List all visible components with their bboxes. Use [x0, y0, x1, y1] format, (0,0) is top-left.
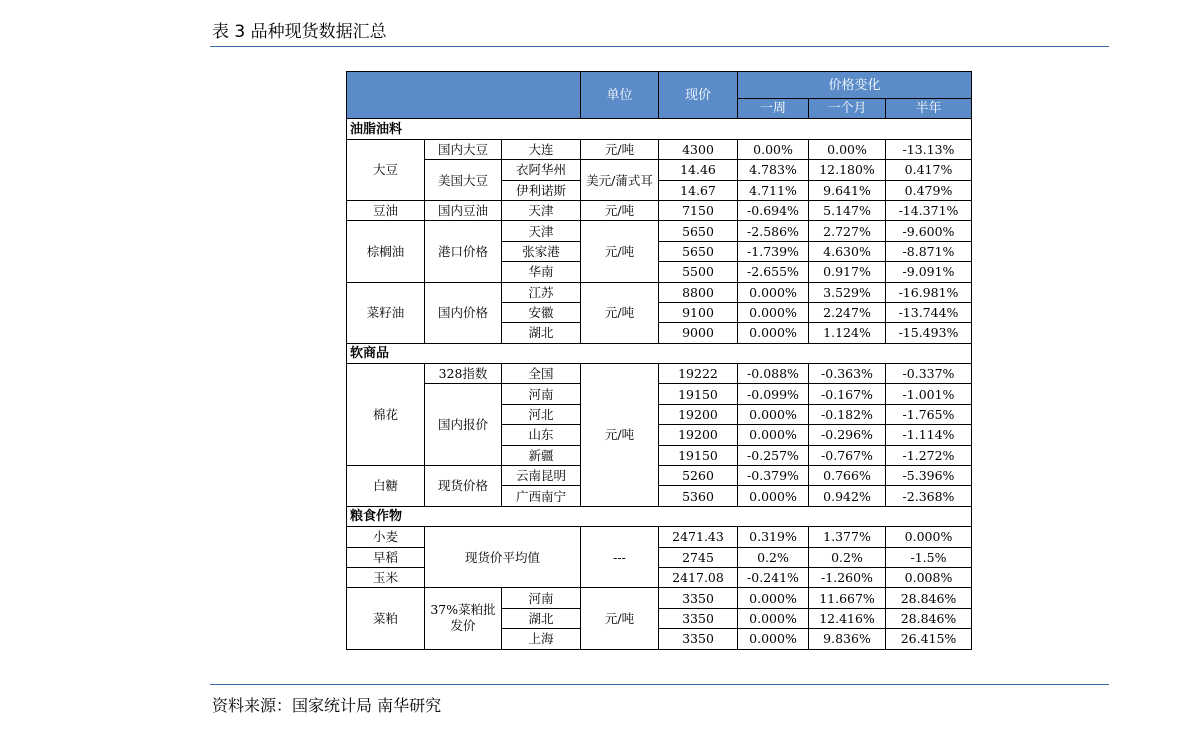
price-cell: 3350	[659, 629, 738, 649]
location-cell: 云南昆明	[502, 466, 581, 486]
half-year-cell: -5.396%	[886, 466, 972, 486]
half-year-cell: 0.479%	[886, 180, 972, 200]
month-cell: 11.667%	[809, 588, 886, 608]
location-cell: 山东	[502, 425, 581, 445]
half-year-cell: -9.091%	[886, 262, 972, 282]
spec-cell: 国内豆油	[425, 200, 502, 220]
month-cell: -1.260%	[809, 567, 886, 587]
month-cell: 2.727%	[809, 221, 886, 241]
location-cell: 衣阿华州	[502, 160, 581, 180]
month-cell: 0.917%	[809, 262, 886, 282]
price-cell: 2417.08	[659, 567, 738, 587]
month-cell: 3.529%	[809, 282, 886, 302]
month-cell: 9.641%	[809, 180, 886, 200]
half-year-cell: -15.493%	[886, 323, 972, 343]
half-year-cell: -8.871%	[886, 241, 972, 261]
week-cell: 0.2%	[738, 547, 809, 567]
month-cell: 0.942%	[809, 486, 886, 506]
price-cell: 5360	[659, 486, 738, 506]
price-cell: 4300	[659, 139, 738, 159]
table-row	[347, 364, 972, 384]
header-row-1	[347, 72, 972, 99]
week-cell: 0.000%	[738, 629, 809, 649]
commodity-name: 小麦	[347, 527, 425, 547]
header-blank	[347, 72, 581, 119]
price-cell: 5650	[659, 221, 738, 241]
unit-cell: 元/吨	[581, 200, 659, 220]
location-cell: 河南	[502, 384, 581, 404]
location-cell: 华南	[502, 262, 581, 282]
location-cell: 湖北	[502, 323, 581, 343]
week-cell: -2.655%	[738, 262, 809, 282]
week-cell: 0.000%	[738, 608, 809, 628]
half-year-cell: -0.337%	[886, 364, 972, 384]
price-cell: 5500	[659, 262, 738, 282]
week-cell: 0.000%	[738, 425, 809, 445]
unit-cell: 元/吨	[581, 221, 659, 282]
price-cell: 19200	[659, 425, 738, 445]
month-cell: 12.180%	[809, 160, 886, 180]
spec-cell: 国内大豆	[425, 139, 502, 159]
month-cell: -0.296%	[809, 425, 886, 445]
month-cell: -0.767%	[809, 445, 886, 465]
commodity-name: 豆油	[347, 200, 425, 220]
week-cell: -0.241%	[738, 567, 809, 587]
table-row	[347, 200, 972, 220]
half-year-cell: -14.371%	[886, 200, 972, 220]
unit-cell: ---	[581, 527, 659, 588]
month-cell: 12.416%	[809, 608, 886, 628]
location-cell: 张家港	[502, 241, 581, 261]
section-row	[347, 506, 972, 526]
section-row	[347, 119, 972, 139]
half-year-cell: 0.000%	[886, 527, 972, 547]
price-cell: 3350	[659, 588, 738, 608]
half-year-cell: -13.744%	[886, 302, 972, 322]
half-year-cell: 0.008%	[886, 567, 972, 587]
location-cell: 上海	[502, 629, 581, 649]
spec-cell: 现货价格	[425, 466, 502, 507]
month-cell: 0.00%	[809, 139, 886, 159]
price-cell: 9100	[659, 302, 738, 322]
half-year-cell: -2.368%	[886, 486, 972, 506]
half-year-cell: -1.001%	[886, 384, 972, 404]
week-cell: 4.711%	[738, 180, 809, 200]
price-cell: 9000	[659, 323, 738, 343]
price-cell: 14.46	[659, 160, 738, 180]
source-note: 资料来源：国家统计局 南华研究	[212, 696, 442, 715]
commodity-name: 大豆	[347, 139, 425, 200]
location-cell: 大连	[502, 139, 581, 159]
location-cell: 安徽	[502, 302, 581, 322]
half-year-cell: -13.13%	[886, 139, 972, 159]
table-row	[347, 282, 972, 302]
month-cell: -0.167%	[809, 384, 886, 404]
price-cell: 14.67	[659, 180, 738, 200]
week-cell: 0.000%	[738, 486, 809, 506]
half-year-cell: -1.272%	[886, 445, 972, 465]
week-cell: 0.319%	[738, 527, 809, 547]
half-year-cell: -16.981%	[886, 282, 972, 302]
table-row	[347, 160, 972, 180]
half-year-cell: 0.417%	[886, 160, 972, 180]
half-year-cell: -1.765%	[886, 404, 972, 424]
section-title: 软商品	[347, 343, 972, 363]
month-cell: 5.147%	[809, 200, 886, 220]
unit-cell: 元/吨	[581, 139, 659, 159]
commodity-name: 菜粕	[347, 588, 425, 649]
spec-cell: 国内价格	[425, 282, 502, 343]
section-row	[347, 343, 972, 363]
table-row	[347, 466, 972, 486]
header-week: 一周	[738, 99, 809, 119]
bottom-divider	[210, 684, 1109, 685]
table-row	[347, 139, 972, 159]
table-row	[347, 221, 972, 241]
month-cell: 4.630%	[809, 241, 886, 261]
price-cell: 3350	[659, 608, 738, 628]
month-cell: 1.124%	[809, 323, 886, 343]
location-cell: 广西南宁	[502, 486, 581, 506]
spec-cell: 美国大豆	[425, 160, 502, 201]
price-cell: 19150	[659, 445, 738, 465]
week-cell: 0.000%	[738, 404, 809, 424]
commodity-name: 早稻	[347, 547, 425, 567]
half-year-cell: 28.846%	[886, 588, 972, 608]
top-divider	[210, 46, 1109, 47]
price-cell: 2745	[659, 547, 738, 567]
unit-cell: 美元/蒲式耳	[581, 160, 659, 201]
price-cell: 19200	[659, 404, 738, 424]
week-cell: 0.00%	[738, 139, 809, 159]
price-cell: 5260	[659, 466, 738, 486]
table-row	[347, 527, 972, 547]
commodity-name: 棕榈油	[347, 221, 425, 282]
week-cell: 0.000%	[738, 302, 809, 322]
unit-cell: 元/吨	[581, 282, 659, 343]
week-cell: -0.694%	[738, 200, 809, 220]
price-cell: 19150	[659, 384, 738, 404]
week-cell: 0.000%	[738, 588, 809, 608]
table-row	[347, 588, 972, 608]
location-cell: 天津	[502, 200, 581, 220]
half-year-cell: 28.846%	[886, 608, 972, 628]
section-title: 粮食作物	[347, 506, 972, 526]
spec-cell: 328指数	[425, 364, 502, 384]
header-change: 价格变化	[738, 72, 972, 99]
week-cell: -0.379%	[738, 466, 809, 486]
week-cell: -2.586%	[738, 221, 809, 241]
spot-price-table	[346, 71, 972, 650]
location-cell: 河北	[502, 404, 581, 424]
week-cell: 4.783%	[738, 160, 809, 180]
header-half-year: 半年	[886, 99, 972, 119]
location-cell: 河南	[502, 588, 581, 608]
unit-cell: 元/吨	[581, 588, 659, 649]
week-cell: -1.739%	[738, 241, 809, 261]
month-cell: -0.182%	[809, 404, 886, 424]
header-month: 一个月	[809, 99, 886, 119]
location-cell: 湖北	[502, 608, 581, 628]
commodity-name: 棉花	[347, 364, 425, 466]
price-cell: 5650	[659, 241, 738, 261]
week-cell: 0.000%	[738, 323, 809, 343]
month-cell: 2.247%	[809, 302, 886, 322]
week-cell: -0.088%	[738, 364, 809, 384]
header-price: 现价	[659, 72, 738, 119]
header-unit: 单位	[581, 72, 659, 119]
price-cell: 19222	[659, 364, 738, 384]
week-cell: 0.000%	[738, 282, 809, 302]
price-cell: 2471.43	[659, 527, 738, 547]
location-cell: 新疆	[502, 445, 581, 465]
spec-cell: 港口价格	[425, 221, 502, 282]
spec-cell: 37%菜粕批发价	[425, 588, 502, 649]
month-cell: 1.377%	[809, 527, 886, 547]
location-cell: 全国	[502, 364, 581, 384]
commodity-name: 白糖	[347, 466, 425, 507]
commodity-name: 菜籽油	[347, 282, 425, 343]
week-cell: -0.257%	[738, 445, 809, 465]
location-cell: 伊利诺斯	[502, 180, 581, 200]
month-cell: -0.363%	[809, 364, 886, 384]
spec-cell: 国内报价	[425, 384, 502, 466]
half-year-cell: -1.114%	[886, 425, 972, 445]
location-cell: 江苏	[502, 282, 581, 302]
unit-cell: 元/吨	[581, 364, 659, 507]
week-cell: -0.099%	[738, 384, 809, 404]
half-year-cell: -1.5%	[886, 547, 972, 567]
half-year-cell: 26.415%	[886, 629, 972, 649]
location-cell: 天津	[502, 221, 581, 241]
month-cell: 0.2%	[809, 547, 886, 567]
commodity-name: 玉米	[347, 567, 425, 587]
month-cell: 9.836%	[809, 629, 886, 649]
month-cell: 0.766%	[809, 466, 886, 486]
price-cell: 8800	[659, 282, 738, 302]
half-year-cell: -9.600%	[886, 221, 972, 241]
price-cell: 7150	[659, 200, 738, 220]
table-title: 表 3 品种现货数据汇总	[212, 22, 387, 42]
table-row	[347, 384, 972, 404]
section-title: 油脂油料	[347, 119, 972, 139]
spec-cell: 现货价平均值	[425, 527, 581, 588]
